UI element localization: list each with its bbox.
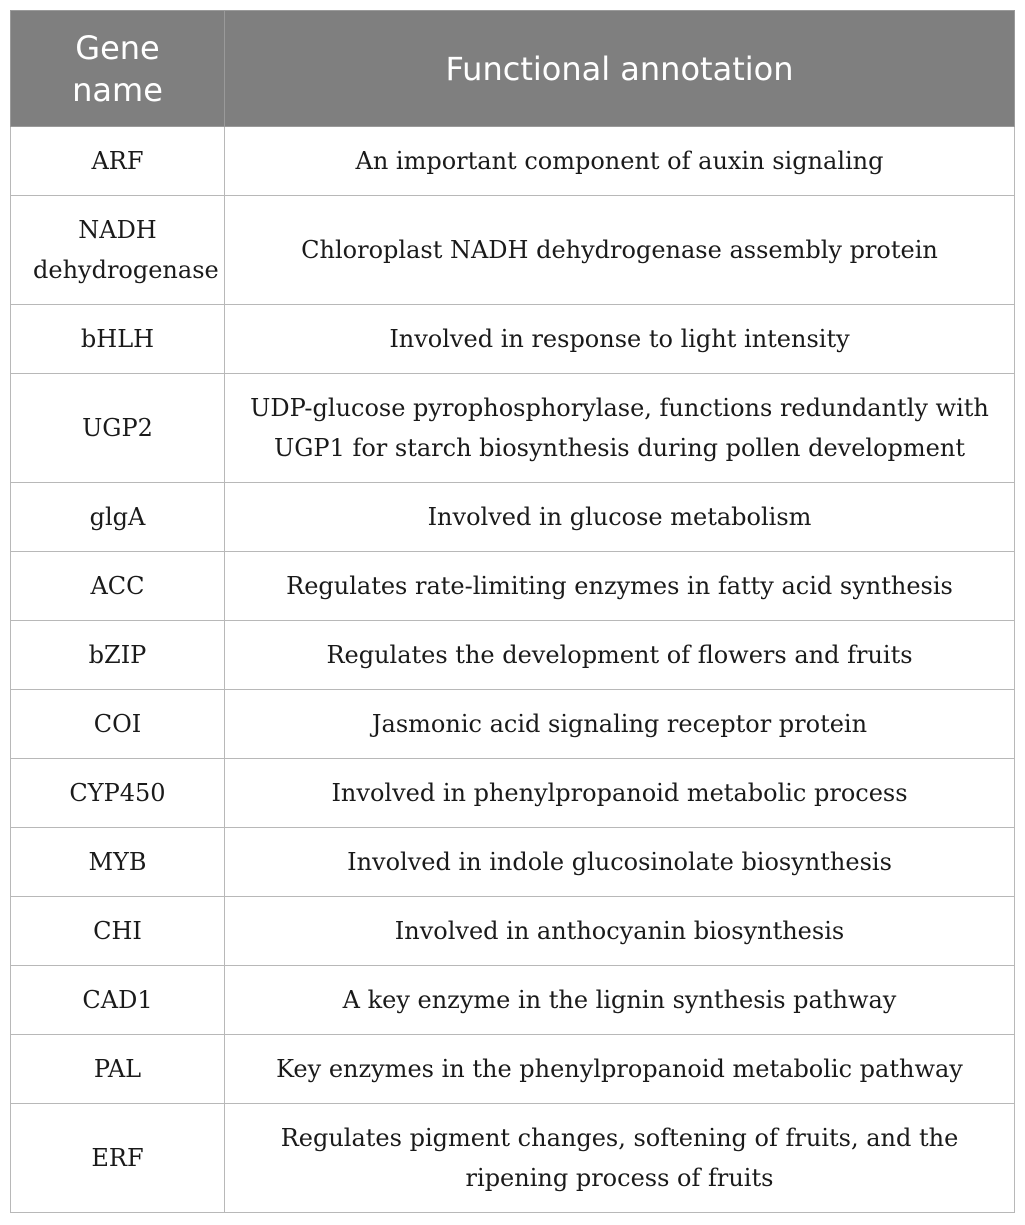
table-row	[11, 621, 1015, 690]
header-functional-annotation: Functional annotation	[225, 11, 1015, 127]
annotation-cell: Involved in anthocyanin biosynthesis	[225, 897, 1015, 966]
gene-cell: MYB	[11, 828, 225, 897]
gene-cell: bHLH	[11, 305, 225, 374]
gene-cell: glgA	[11, 483, 225, 552]
table-row	[11, 127, 1015, 196]
annotation-cell: Regulates pigment changes, softening of fruits, and the ripening process of fruits	[225, 1104, 1015, 1213]
annotation-cell: An important component of auxin signaling	[225, 127, 1015, 196]
table-header	[11, 11, 1015, 127]
table-row	[11, 196, 1015, 305]
gene-cell: CHI	[11, 897, 225, 966]
table-row	[11, 897, 1015, 966]
annotation-cell: A key enzyme in the lignin synthesis pathway	[225, 966, 1015, 1035]
table-row	[11, 552, 1015, 621]
annotation-cell: Involved in phenylpropanoid metabolic process	[225, 759, 1015, 828]
annotation-cell: UDP-glucose pyrophosphorylase, functions redundantly with UGP1 for starch biosynthesis during pollen development	[225, 374, 1015, 483]
table-row	[11, 759, 1015, 828]
annotation-cell: Regulates the development of flowers and fruits	[225, 621, 1015, 690]
gene-cell: ARF	[11, 127, 225, 196]
gene-cell: NADH dehydrogenase	[11, 196, 225, 305]
gene-cell: ACC	[11, 552, 225, 621]
gene-cell: CYP450	[11, 759, 225, 828]
annotation-cell: Involved in glucose metabolism	[225, 483, 1015, 552]
annotation-cell: Key enzymes in the phenylpropanoid metabolic pathway	[225, 1035, 1015, 1104]
gene-cell: ERF	[11, 1104, 225, 1213]
table-row	[11, 690, 1015, 759]
annotation-cell: Involved in response to light intensity	[225, 305, 1015, 374]
table-row	[11, 374, 1015, 483]
header-row	[11, 11, 1015, 127]
table-row	[11, 305, 1015, 374]
header-gene-name: Gene name	[11, 11, 225, 127]
gene-annotation-table	[10, 10, 1015, 1213]
table-row	[11, 828, 1015, 897]
annotation-cell: Chloroplast NADH dehydrogenase assembly protein	[225, 196, 1015, 305]
annotation-cell: Involved in indole glucosinolate biosynthesis	[225, 828, 1015, 897]
gene-cell: PAL	[11, 1035, 225, 1104]
table-row	[11, 1035, 1015, 1104]
table-body	[11, 127, 1015, 1213]
gene-cell: bZIP	[11, 621, 225, 690]
table-row	[11, 1104, 1015, 1213]
gene-cell: UGP2	[11, 374, 225, 483]
annotation-cell: Regulates rate-limiting enzymes in fatty acid synthesis	[225, 552, 1015, 621]
gene-cell: CAD1	[11, 966, 225, 1035]
table-row	[11, 483, 1015, 552]
gene-annotation-table-container	[10, 10, 1014, 1213]
gene-cell: COI	[11, 690, 225, 759]
annotation-cell: Jasmonic acid signaling receptor protein	[225, 690, 1015, 759]
table-row	[11, 966, 1015, 1035]
